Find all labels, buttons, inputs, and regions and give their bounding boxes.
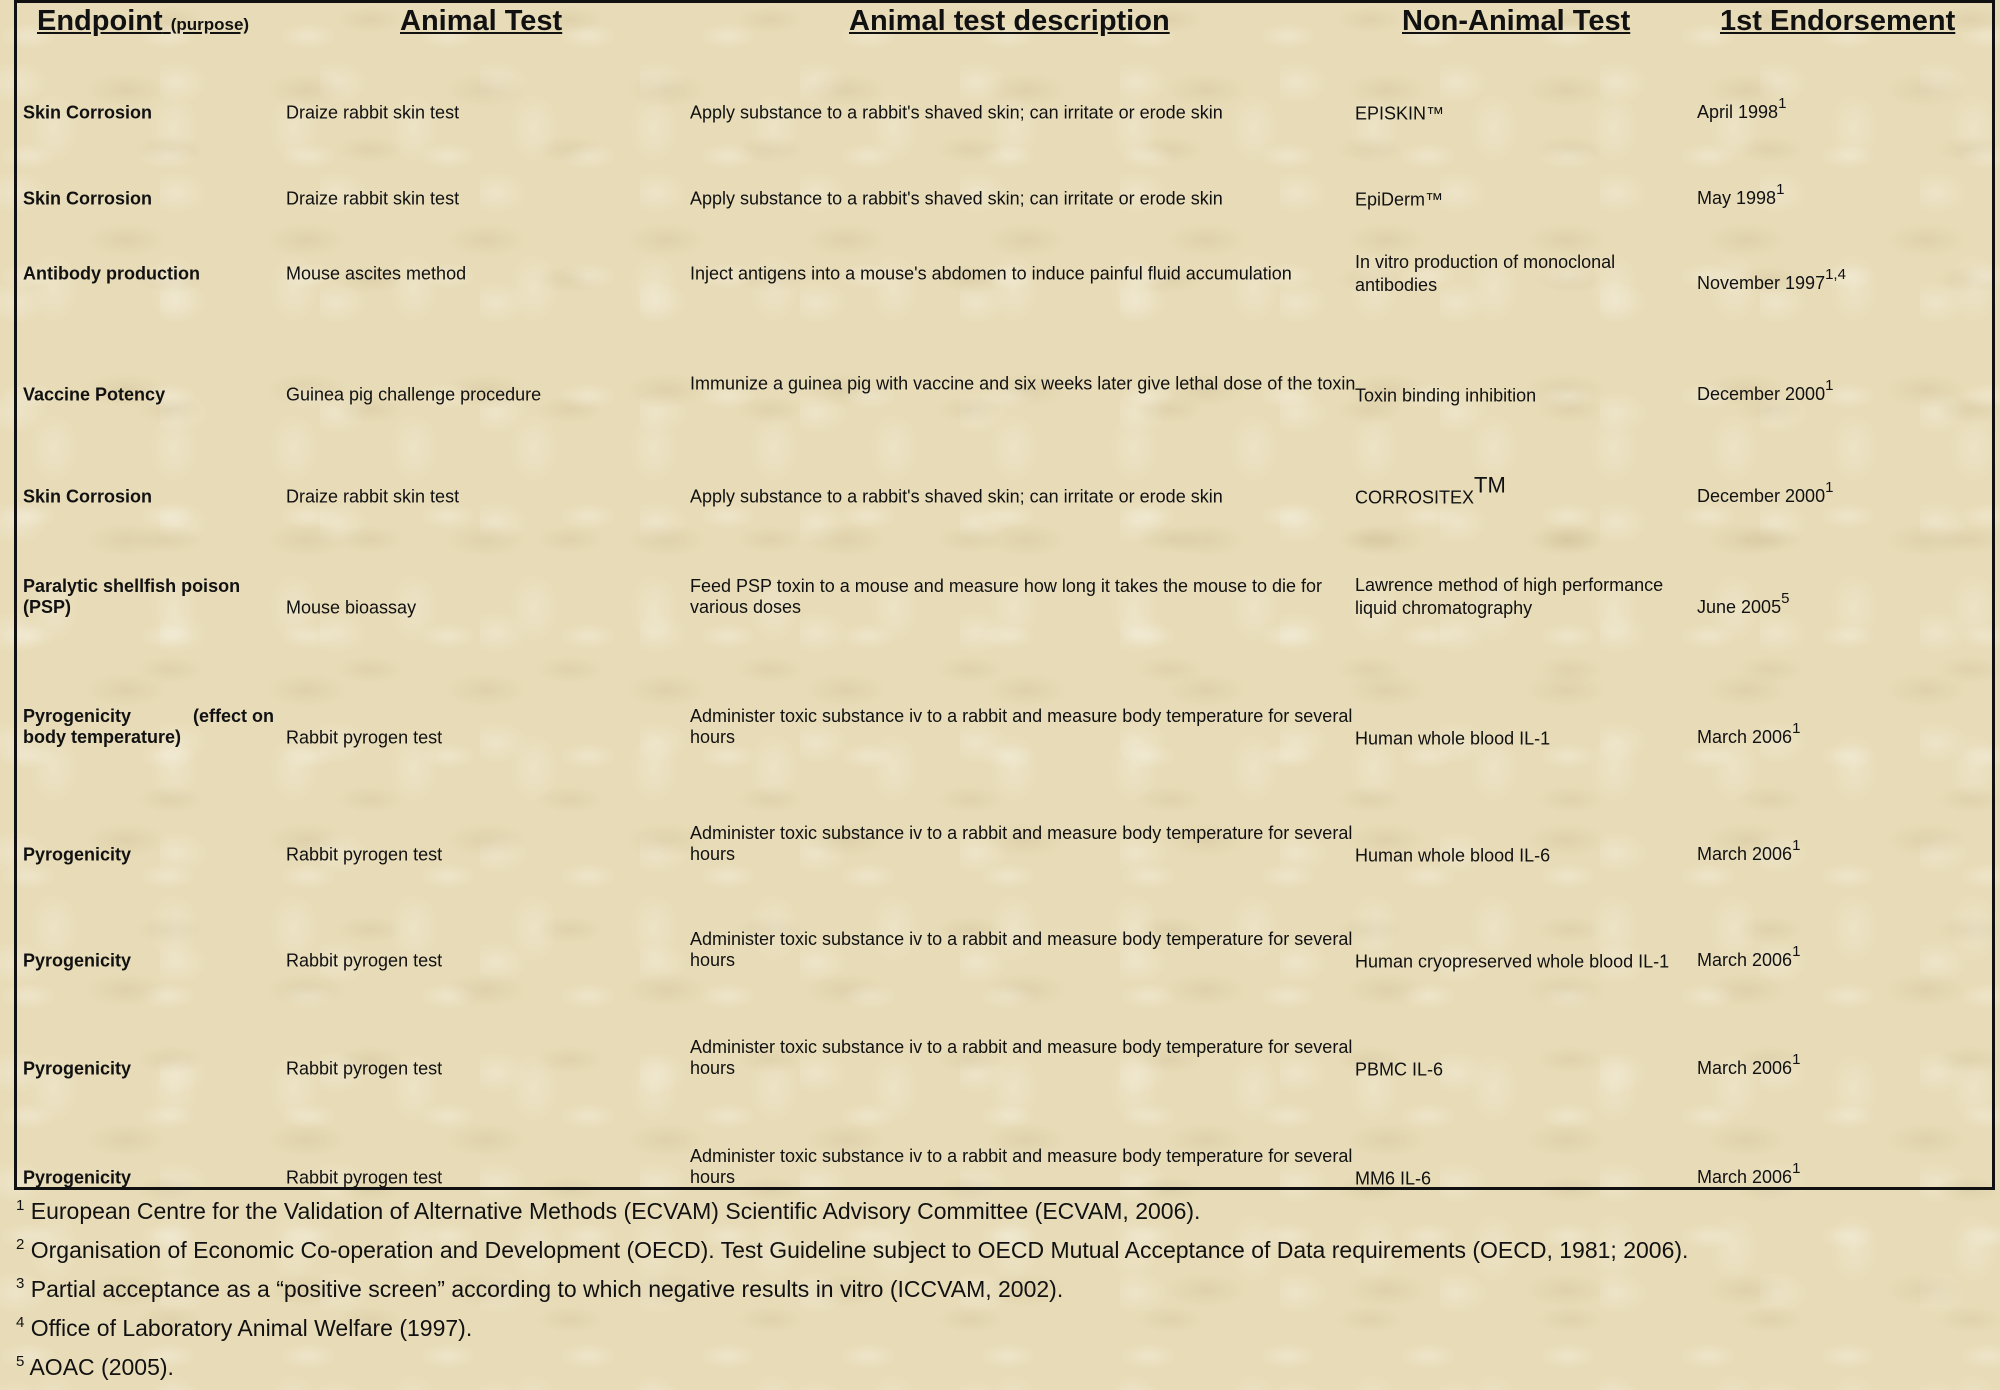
- description-cell: Apply substance to a rabbit's shaved skin; can irritate or erode skin: [690, 188, 1223, 209]
- non-animal-test-cell: [1355, 575, 1695, 619]
- header-purpose-label: (purpose): [170, 15, 250, 34]
- footnote-number: 3: [16, 1275, 25, 1292]
- non-animal-test-cell: [1355, 252, 1695, 296]
- non-animal-test-cell: [1355, 727, 1695, 750]
- endpoint-cell: Pyrogenicity: [23, 950, 132, 971]
- endorsement-date: March 2006: [1697, 1167, 1793, 1187]
- footnote-text: Office of Laboratory Animal Welfare (1997).: [30, 1315, 473, 1341]
- endpoint-purpose-text: (effect on body temperature): [23, 706, 275, 747]
- non-animal-test-text: Toxin binding inhibition: [1355, 385, 1537, 406]
- description-cell: Administer toxic substance iv to a rabbit and measure body temperature for several hours: [690, 1146, 1353, 1187]
- endorsement-date: March 2006: [1697, 950, 1793, 970]
- animal-test-cell: Guinea pig challenge procedure: [286, 384, 542, 405]
- description-cell: Administer toxic substance iv to a rabbit and measure body temperature for several hours: [690, 823, 1353, 864]
- header-animal-test-description: Animal test description: [849, 5, 1170, 37]
- endorsement-footnote-ref: 1: [1825, 377, 1834, 394]
- endorsement-date: March 2006: [1697, 727, 1793, 747]
- non-animal-test-text: Human cryopreserved whole blood IL-1: [1355, 951, 1670, 972]
- footnote-number: 2: [16, 1236, 25, 1253]
- endorsement-date: December 2000: [1697, 384, 1826, 404]
- description-cell: Apply substance to a rabbit's shaved skin; can irritate or erode skin: [690, 102, 1223, 123]
- non-animal-test-text: Human whole blood IL-1: [1355, 728, 1551, 749]
- animal-test-cell: Mouse bioassay: [286, 597, 417, 618]
- endorsement-footnote-ref: 1: [1776, 181, 1785, 198]
- footnote: [16, 1309, 1976, 1348]
- endorsement-date: December 2000: [1697, 486, 1826, 506]
- endorsement-cell: [1697, 377, 1987, 406]
- animal-test-cell: Mouse ascites method: [286, 263, 467, 284]
- endorsement-footnote-ref: 1: [1778, 95, 1787, 112]
- non-animal-test-cell: [1355, 950, 1695, 973]
- non-animal-test-cell: [1355, 102, 1695, 125]
- animal-test-cell: Rabbit pyrogen test: [286, 844, 443, 865]
- header-endpoint: [37, 5, 249, 38]
- endpoint-text: Pyrogenicity: [23, 706, 132, 726]
- header-non-animal-test: Non-Animal Test: [1402, 5, 1631, 37]
- footnote: [16, 1270, 1976, 1309]
- endorsement-cell: [1697, 181, 1987, 210]
- endpoint-cell: Skin Corrosion: [23, 188, 153, 209]
- endorsement-footnote-ref: 1: [1792, 1160, 1801, 1177]
- non-animal-test-cell: [1355, 472, 1695, 509]
- description-cell: Inject antigens into a mouse's abdomen to induce painful fluid accumulation: [690, 263, 1292, 284]
- endorsement-cell: [1697, 266, 1987, 295]
- endorsement-footnote-ref: 1: [1792, 1051, 1801, 1068]
- non-animal-test-cell: [1355, 1167, 1695, 1190]
- endorsement-date: November 1997: [1697, 273, 1826, 293]
- footnote-text: Organisation of Economic Co-operation and Development (OECD). Test Guideline subject to OECD Mutual Acceptance of Data requirements (OECD, 1981; 2006).: [30, 1237, 1689, 1263]
- endorsement-footnote-ref: 5: [1781, 590, 1790, 607]
- animal-test-cell: Draize rabbit skin test: [286, 188, 460, 209]
- description-cell: Apply substance to a rabbit's shaved skin; can irritate or erode skin: [690, 486, 1223, 507]
- endorsement-footnote-ref: 1: [1792, 943, 1801, 960]
- header-animal-test: Animal Test: [400, 5, 563, 37]
- description-cell: Administer toxic substance iv to a rabbit and measure body temperature for several hours: [690, 929, 1353, 970]
- endorsement-footnote-ref: 1: [1792, 837, 1801, 854]
- endpoint-cell: Antibody production: [23, 263, 200, 284]
- animal-test-cell: Rabbit pyrogen test: [286, 727, 443, 748]
- endorsement-footnote-ref: 1: [1792, 720, 1801, 737]
- non-animal-test-text: CORROSITEX: [1355, 487, 1475, 508]
- endpoint-cell: Pyrogenicity: [23, 844, 132, 865]
- non-animal-test-cell: [1355, 188, 1695, 211]
- non-animal-test-text: EpiDerm™: [1355, 189, 1444, 210]
- animal-test-cell: Rabbit pyrogen test: [286, 1058, 443, 1079]
- description-cell: Immunize a guinea pig with vaccine and six weeks later give lethal dose of the toxin: [690, 373, 1356, 394]
- endorsement-cell: [1697, 95, 1987, 124]
- endorsement-footnote-ref: 1: [1825, 479, 1834, 496]
- animal-test-cell: Draize rabbit skin test: [286, 102, 460, 123]
- footnote-number: 4: [16, 1314, 25, 1331]
- non-animal-test-text: EPISKIN™: [1355, 103, 1445, 124]
- non-animal-test-text: MM6 IL-6: [1355, 1168, 1432, 1189]
- non-animal-test-cell: [1355, 384, 1695, 407]
- endorsement-date: March 2006: [1697, 1058, 1793, 1078]
- endpoint-cell: Skin Corrosion: [23, 486, 153, 507]
- endpoint-cell: [23, 706, 285, 748]
- endorsement-cell: [1697, 720, 1987, 749]
- footnote-text: European Centre for the Validation of Alternative Methods (ECVAM) Scientific Advisory Committee (ECVAM, 2006).: [30, 1198, 1201, 1224]
- description-cell: Feed PSP toxin to a mouse and measure how long it takes the mouse to die for various doses: [690, 576, 1323, 617]
- non-animal-test-text: PBMC IL-6: [1355, 1059, 1444, 1080]
- footnote-text: AOAC (2005).: [29, 1354, 174, 1380]
- endorsement-cell: [1697, 590, 1987, 619]
- non-animal-test-text: In vitro production of monoclonal antibodies: [1355, 252, 1616, 295]
- footnote-number: 5: [16, 1353, 25, 1370]
- endorsement-cell: [1697, 837, 1987, 866]
- non-animal-test-cell: [1355, 1058, 1695, 1081]
- footnotes: [16, 1192, 1976, 1387]
- non-animal-test-superscript: TM: [1474, 472, 1506, 498]
- endorsement-date: March 2006: [1697, 844, 1793, 864]
- footnote: [16, 1348, 1976, 1387]
- endorsement-date: May 1998: [1697, 188, 1777, 208]
- endorsement-date: June 2005: [1697, 597, 1782, 617]
- header-first-endorsement: 1st Endorsement: [1720, 5, 1956, 37]
- endpoint-cell: Pyrogenicity: [23, 1167, 132, 1188]
- description-cell: Administer toxic substance iv to a rabbit and measure body temperature for several hours: [690, 706, 1353, 747]
- endorsement-date: April 1998: [1697, 102, 1779, 122]
- footnote-text: Partial acceptance as a “positive screen” according to which negative results in vitro (ICCVAM, 2002).: [30, 1276, 1064, 1302]
- footnote: [16, 1231, 1976, 1270]
- endpoint-cell: Pyrogenicity: [23, 1058, 132, 1079]
- animal-test-cell: Rabbit pyrogen test: [286, 950, 443, 971]
- endpoint-cell: Vaccine Potency: [23, 384, 166, 405]
- endorsement-cell: [1697, 943, 1987, 972]
- endorsement-table: [14, 0, 1995, 1190]
- endpoint-cell: Paralytic shellfish poison (PSP): [23, 576, 241, 617]
- endpoint-cell: Skin Corrosion: [23, 102, 153, 123]
- animal-test-cell: Rabbit pyrogen test: [286, 1167, 443, 1188]
- description-cell: Administer toxic substance iv to a rabbit and measure body temperature for several hours: [690, 1037, 1353, 1078]
- header-endpoint-label: Endpoint: [37, 5, 163, 37]
- footnote-number: 1: [16, 1197, 25, 1214]
- non-animal-test-text: Lawrence method of high performance liquid chromatography: [1355, 575, 1664, 618]
- footnote: [16, 1192, 1976, 1231]
- animal-test-cell: Draize rabbit skin test: [286, 486, 460, 507]
- non-animal-test-cell: [1355, 844, 1695, 867]
- endorsement-footnote-ref: 1,4: [1825, 266, 1846, 283]
- endorsement-cell: [1697, 1051, 1987, 1080]
- endorsement-cell: [1697, 1160, 1987, 1189]
- endorsement-cell: [1697, 479, 1987, 508]
- non-animal-test-text: Human whole blood IL-6: [1355, 845, 1551, 866]
